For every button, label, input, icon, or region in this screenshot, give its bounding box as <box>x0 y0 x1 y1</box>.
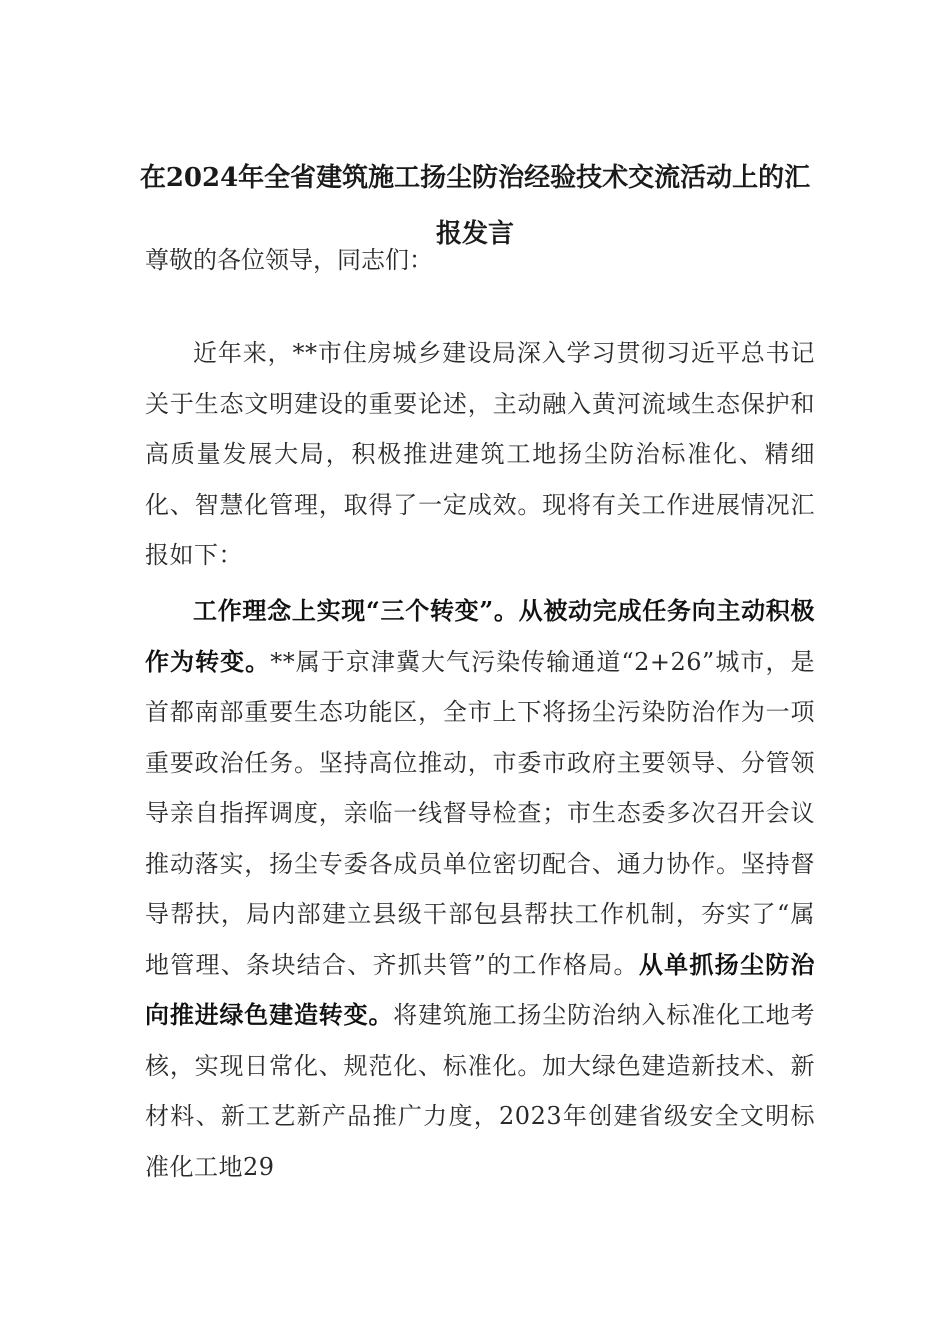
heading-three-changes: 工作理念上实现“三个转变”。从被动完成任务向主动积极作为转变。 <box>145 596 815 676</box>
title-line-1: 在2024年全省建筑施工扬尘防治经验技术交流活动上的汇 <box>139 163 811 193</box>
paragraph-body-1: **属于京津冀大气污染传输通道“2+26”城市，是首都南部重要生态功能区，全市上下将扬尘污染防治作为一项重要政治任务。坚持高位推动，市委市政府主要领导、分管领导亲自指挥调度，亲临一线督导检查；市生态委多次召开会议推动落实，扬尘专委各成员单位密切配合、通力协作。坚持督导帮扶，局内部建立县级干部包县帮扶工作机制，夯实了“属地管理、条块结合、齐抓共管”的工作格局。 <box>145 647 815 979</box>
paragraph-intro: 近年来，**市住房城乡建设局深入学习贯彻习近平总书记关于生态文明建设的重要论述，主动融入黄河流域生态保护和高质量发展大局，积极推进建筑工地扬尘防治标准化、精细化、智慧化管理，取得了一定成效。现将有关工作进展情况汇报如下： <box>145 339 815 569</box>
heading-green-construction: 从单抓扬尘防治向推进绿色建造转变。 <box>145 949 815 1029</box>
title-line-2: 报发言 <box>435 219 514 249</box>
paragraph-body-2: 将建筑施工扬尘防治纳入标准化工地考核，实现日常化、规范化、标准化。加大绿色建造新技术、新材料、新工艺新产品推广力度，2023年创建省级安全文明标准化工地29 <box>145 1001 816 1181</box>
salutation: 尊敬的各位领导，同志们： <box>145 246 433 274</box>
paragraph-work-concept <box>145 586 815 1192</box>
